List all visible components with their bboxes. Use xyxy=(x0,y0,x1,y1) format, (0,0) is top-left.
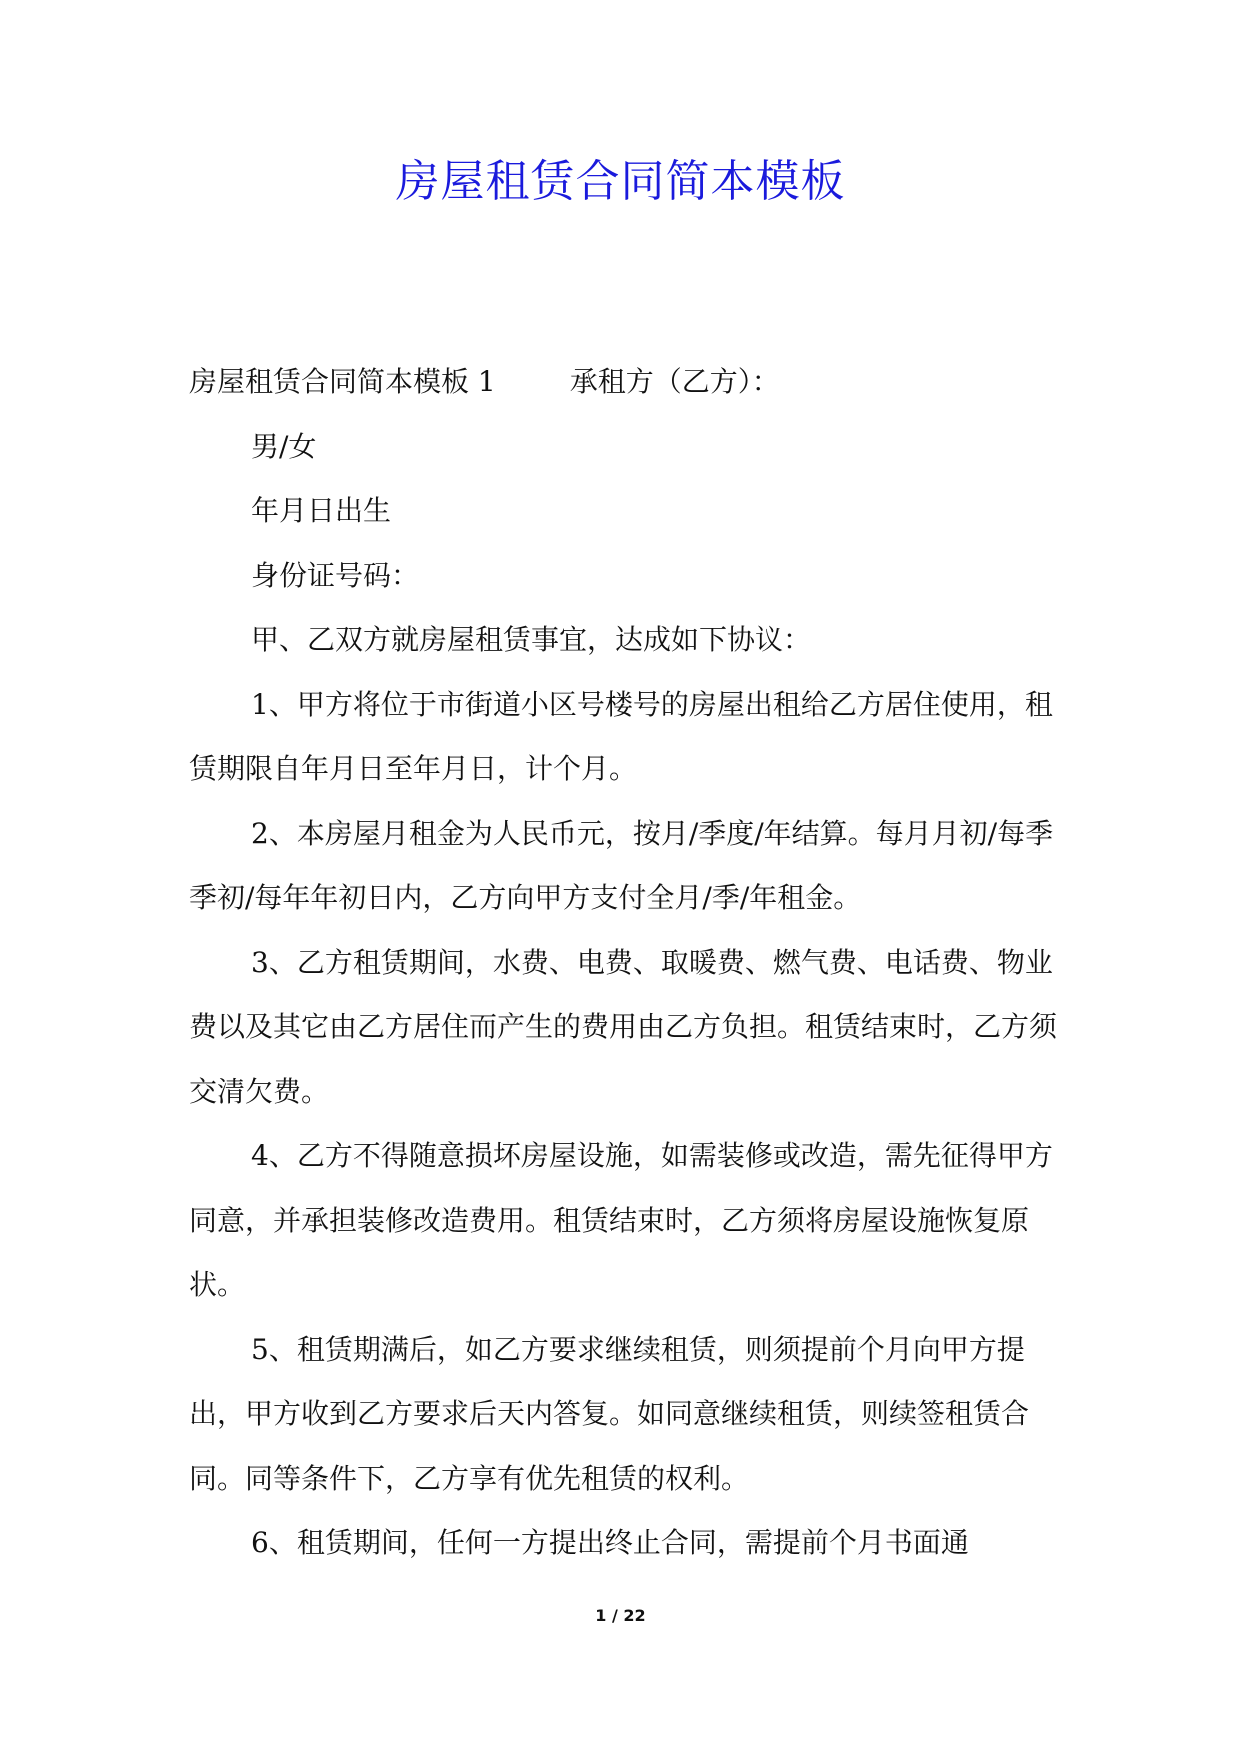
page-number: 1 / 22 xyxy=(595,1606,646,1625)
document-body xyxy=(189,350,1069,1576)
paragraph-agreement-intro: 甲、乙双方就房屋租赁事宜，达成如下协议： xyxy=(251,623,812,656)
document-title: 房屋租赁合同简本模板 xyxy=(395,156,846,207)
paragraph-clause-6: 6、租赁期间，任何一方提出终止合同，需提前个月书面通 xyxy=(251,1526,969,1559)
first-line-right: 承租方（乙方）： xyxy=(569,365,780,398)
paragraph-birthdate: 年月日出生 xyxy=(251,494,392,527)
paragraph-clause-4: 4、乙方不得随意损坏房屋设施，如需装修或改造，需先征得甲方同意，并承担装修改造费用。租赁结束时，乙方须将房屋设施恢复原状。 xyxy=(189,1139,1053,1301)
paragraph-clause-3: 3、乙方租赁期间，水费、电费、取暖费、燃气费、电话费、物业费以及其它由乙方居住而产生的费用由乙方负担。租赁结束时，乙方须交清欠费。 xyxy=(189,945,1058,1108)
paragraph-id-number: 身份证号码： xyxy=(251,558,420,592)
paragraph-clause-5: 5、租赁期满后，如乙方要求继续租赁，则须提前个月向甲方提出，甲方收到乙方要求后天内答复。如同意继续租赁，则续签租赁合同。同等条件下，乙方享有优先租赁的权利。 xyxy=(189,1332,1030,1495)
first-line xyxy=(189,350,1069,415)
first-line-left: 房屋租赁合同简本模板 1 xyxy=(189,365,496,398)
paragraph-clause-2: 2、本房屋月租金为人民币元，按月/季度/年结算。每月月初/每季季初/每年年初日内，乙方向甲方支付全月/季/年租金。 xyxy=(189,816,1054,914)
paragraph-gender: 男/女 xyxy=(251,429,317,463)
paragraph-clause-1: 1、甲方将位于市街道小区号楼号的房屋出租给乙方居住使用，租赁期限自年月日至年月日，计个月。 xyxy=(189,687,1053,785)
